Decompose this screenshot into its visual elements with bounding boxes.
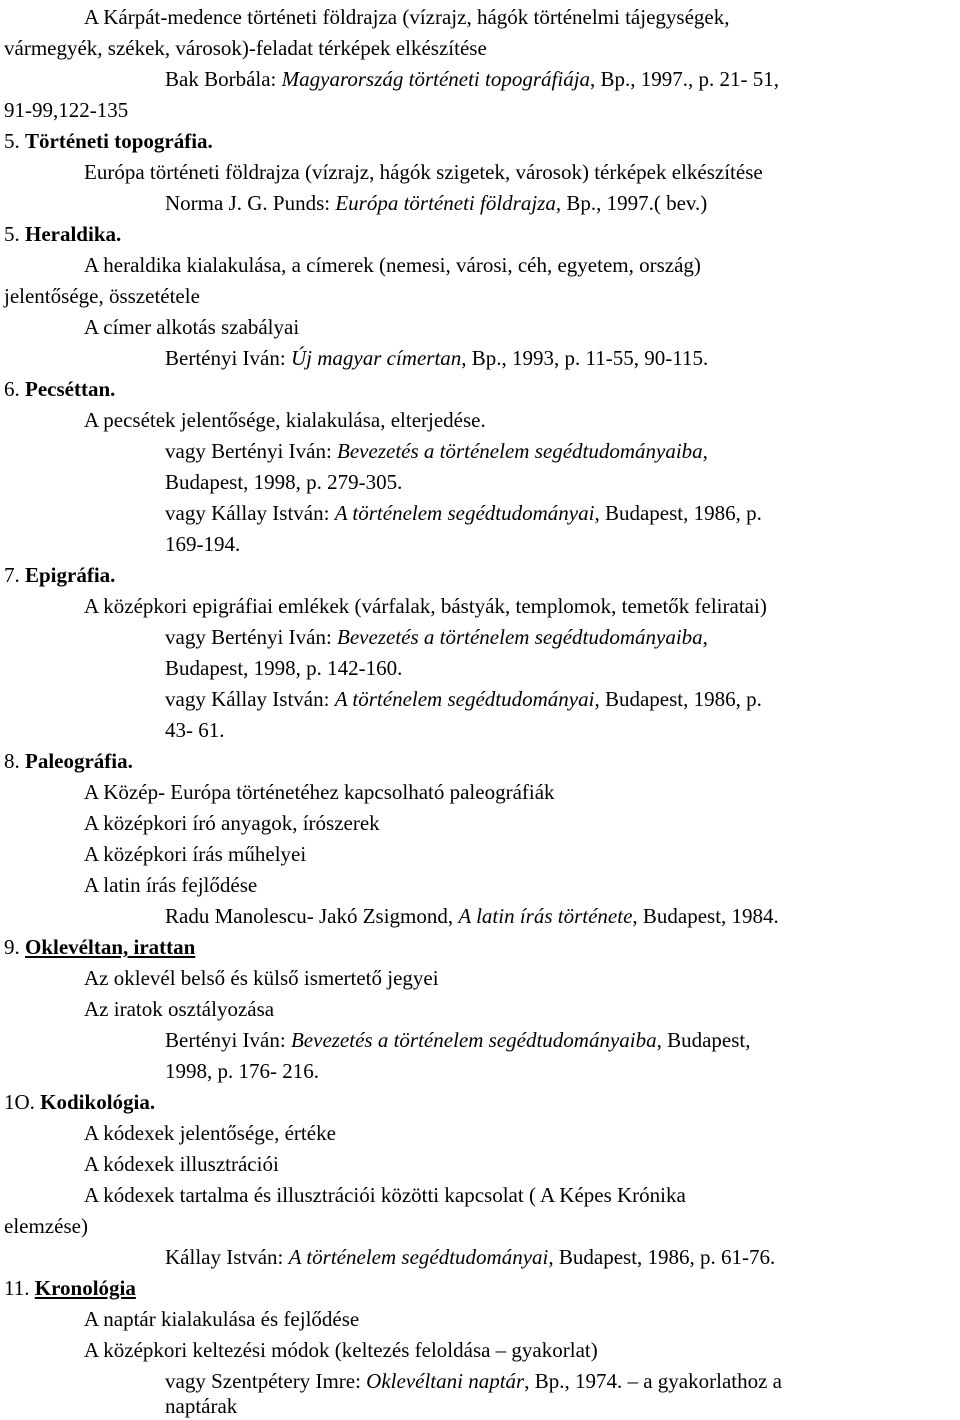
ref-details: , Bp., 1997., p. 21- 51, <box>590 67 780 91</box>
topic-line: A heraldika kialakulása, a címerek (nemesi, városi, céh, egyetem, ország) <box>84 253 701 277</box>
reference-cont: naptárak <box>165 1394 238 1418</box>
ref-title: Oklevéltani naptár <box>366 1369 525 1393</box>
ref-details: , Budapest, 1986, p. 61-76. <box>548 1245 776 1269</box>
topic-line: A középkori keltezési módok (keltezés feloldása – gyakorlat) <box>84 1338 598 1362</box>
section-heading <box>4 748 133 774</box>
ref-details: , <box>702 625 708 649</box>
ref-author: Bertényi Iván: <box>165 346 291 370</box>
ref-title: Európa történeti földrajza <box>335 191 556 215</box>
reference <box>165 624 708 650</box>
pre-line-4: 91-99,122-135 <box>4 98 129 122</box>
reference <box>165 1244 775 1270</box>
ref-author: Bertényi Iván: <box>165 1028 291 1052</box>
ref-details: , Budapest, 1984. <box>632 904 779 928</box>
ref-title: Bevezetés a történelem segédtudományaiba <box>290 1028 657 1052</box>
ref-details: , Budapest, <box>656 1028 751 1052</box>
section-heading <box>4 221 121 247</box>
section-title: Pecséttan. <box>25 377 116 401</box>
topic-line: A középkori epigráfiai emlékek (várfalak, bástyák, templomok, temetők feliratai) <box>84 594 767 618</box>
section-number: 5. <box>4 129 25 153</box>
reference <box>165 686 762 712</box>
reference-cont: 43- 61. <box>165 718 225 742</box>
section-heading <box>4 376 115 402</box>
ref-details: , Bp., 1993, p. 11-55, 90-115. <box>461 346 709 370</box>
ref-title: A történelem segédtudományai <box>288 1245 549 1269</box>
section-heading <box>4 562 115 588</box>
ref-author: vagy Bertényi Iván: <box>165 625 338 649</box>
topic-line: A kódexek jelentősége, értéke <box>84 1121 336 1145</box>
section-title: Kronológia <box>34 1276 136 1300</box>
ref-author: Radu Manolescu- Jakó Zsigmond, <box>165 904 459 928</box>
reference <box>165 500 762 526</box>
topic-line: A Közép- Európa történetéhez kapcsolható paleográfiák <box>84 780 555 804</box>
section-title: Történeti topográfia. <box>25 129 213 153</box>
reference-cont: Budapest, 1998, p. 142-160. <box>165 656 403 680</box>
ref-author: vagy Bertényi Iván: <box>165 439 338 463</box>
reference <box>165 190 707 216</box>
section-number: 8. <box>4 749 25 773</box>
reference <box>165 903 779 929</box>
ref-details: , Budapest, 1986, p. <box>594 501 762 525</box>
section-number: 5. <box>4 222 25 246</box>
ref-title: A történelem segédtudományai <box>334 501 595 525</box>
reference <box>165 438 708 464</box>
reference-cont: 169-194. <box>165 532 241 556</box>
topic-line-cont: jelentősége, összetétele <box>4 284 200 308</box>
ref-title: Új magyar címertan <box>290 346 462 370</box>
topic-line: A latin írás fejlődése <box>84 873 258 897</box>
ref-author: Bak Borbála: <box>165 67 282 91</box>
ref-details: , <box>702 439 708 463</box>
ref-author: Norma J. G. Punds: <box>165 191 336 215</box>
reference-cont: 1998, p. 176- 216. <box>165 1059 319 1083</box>
pre-line-1: A Kárpát-medence történeti földrajza (vízrajz, hágók történelmi tájegységek, <box>84 5 730 29</box>
section-number: 9. <box>4 935 25 959</box>
topic-line: A középkori író anyagok, írószerek <box>84 811 380 835</box>
topic-line: A középkori írás műhelyei <box>84 842 307 866</box>
topic-line: A címer alkotás szabályai <box>84 315 300 339</box>
ref-title: Magyarország történeti topográfiája <box>281 67 591 91</box>
topic-line: A pecsétek jelentősége, kialakulása, elterjedése. <box>84 408 486 432</box>
section-title: Kodikológia. <box>40 1090 156 1114</box>
topic-line: A naptár kialakulása és fejlődése <box>84 1307 360 1331</box>
reference <box>165 345 708 371</box>
pre-line-2: vármegyék, székek, városok)-feladat térképek elkészítése <box>4 36 487 60</box>
ref-details: , Bp., 1974. – a gyakorlathoz a <box>524 1369 782 1393</box>
ref-author: vagy Kállay István: <box>165 687 335 711</box>
reference <box>165 1368 782 1394</box>
reference <box>165 1027 751 1053</box>
ref-details: , Budapest, 1986, p. <box>594 687 762 711</box>
ref-title: Bevezetés a történelem segédtudományaiba <box>337 625 703 649</box>
reference-cont: Budapest, 1998, p. 279-305. <box>165 470 403 494</box>
ref-author: vagy Kállay István: <box>165 501 335 525</box>
section-title: Epigráfia. <box>25 563 116 587</box>
topic-line: Európa történeti földrajza (vízrajz, hágók szigetek, városok) térképek elkészítése <box>84 160 763 184</box>
topic-line: A kódexek tartalma és illusztrációi közötti kapcsolat ( A Képes Krónika <box>84 1183 686 1207</box>
section-number: 7. <box>4 563 25 587</box>
pre-reference <box>165 66 779 92</box>
section-title: Heraldika. <box>25 222 122 246</box>
section-heading <box>4 1089 155 1115</box>
ref-details: , Bp., 1997.( bev.) <box>555 191 708 215</box>
section-heading <box>4 128 213 154</box>
topic-line: A kódexek illusztrációi <box>84 1152 279 1176</box>
section-number: 6. <box>4 377 25 401</box>
ref-title: A latin írás története <box>458 904 633 928</box>
section-number: 11. <box>4 1276 35 1300</box>
topic-line: Az iratok osztályozása <box>84 997 275 1021</box>
section-heading <box>4 1275 136 1301</box>
topic-line: Az oklevél belső és külső ismertető jegyei <box>84 966 439 990</box>
section-heading <box>4 934 195 960</box>
section-title: Paleográfia. <box>25 749 133 773</box>
ref-title: Bevezetés a történelem segédtudományaiba <box>337 439 703 463</box>
ref-author: vagy Szentpétery Imre: <box>165 1369 367 1393</box>
ref-author: Kállay István: <box>165 1245 289 1269</box>
topic-line-cont: elemzése) <box>4 1214 88 1238</box>
section-title: Oklevéltan, irattan <box>25 935 196 959</box>
section-number: 1O. <box>4 1090 41 1114</box>
ref-title: A történelem segédtudományai <box>334 687 595 711</box>
